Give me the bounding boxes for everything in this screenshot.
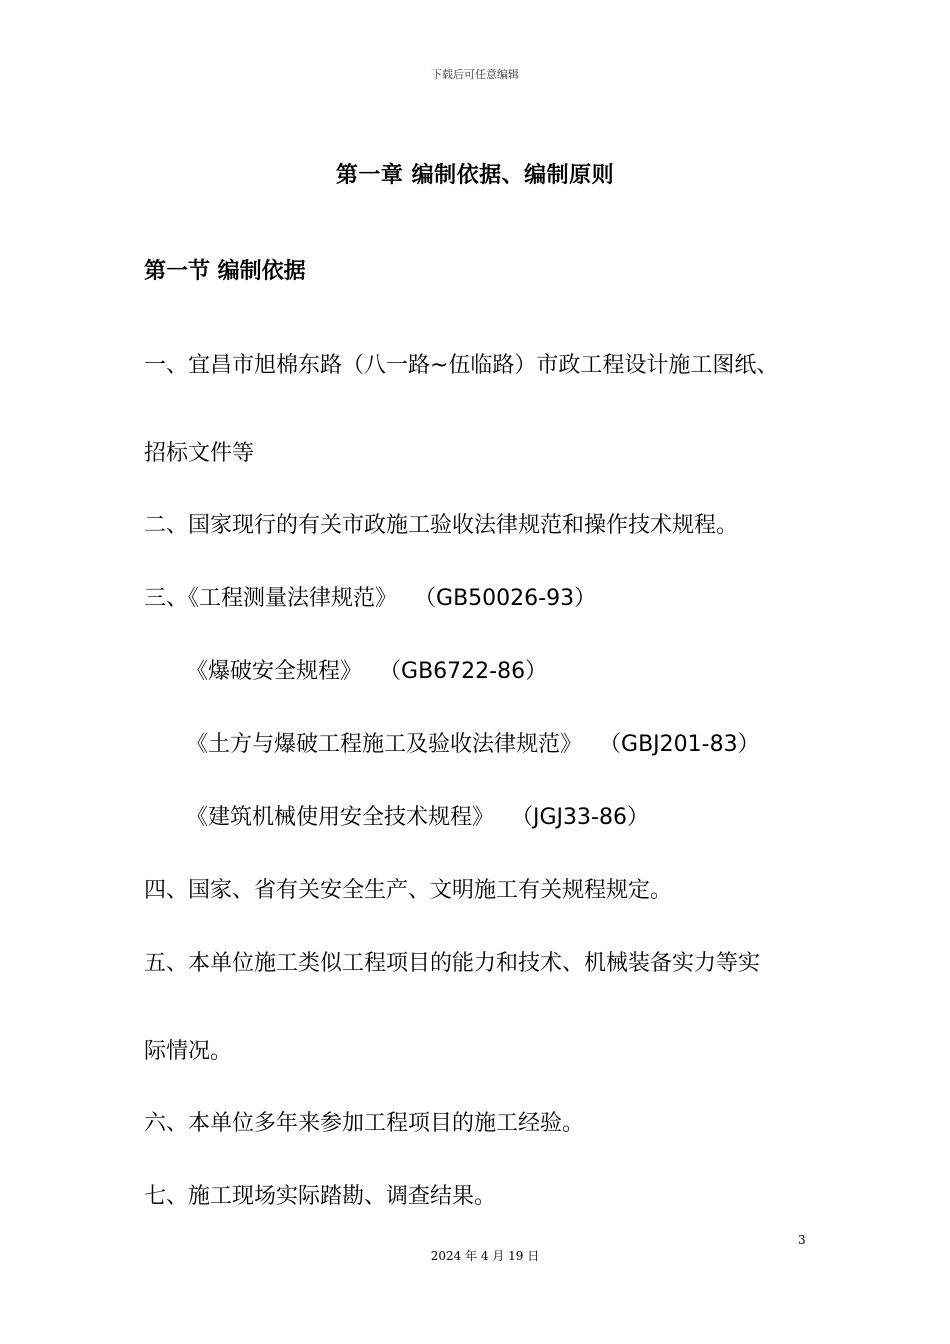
item-3c-title: 《土方与爆破工程施工及验收法律规范》	[186, 732, 583, 757]
item-5-line-1: 五、本单位施工类似工程项目的能力和技术、机械装备实力等实	[144, 951, 761, 976]
item-3d	[186, 800, 649, 831]
item-6: 六、本单位多年来参加工程项目的施工经验。	[144, 1111, 585, 1136]
item-3d-code: （JGJ33-86）	[522, 805, 649, 830]
footer-date: 2024 年 4 月 19 日	[430, 1249, 540, 1263]
chapter-title: 第一章 编制依据、编制原则	[335, 163, 615, 188]
item-3-title: 三、《工程测量法律规范》	[144, 586, 398, 611]
item-3b	[186, 654, 547, 685]
item-3c-code: （GBJ201-83）	[610, 732, 760, 757]
item-1-line-1: 一、宜昌市旭棉东路（八一路~伍临路）市政工程设计施工图纸、	[144, 353, 779, 378]
item-7: 七、施工现场实际踏勘、调查结果。	[144, 1184, 497, 1209]
item-3b-code: （GB6722-86）	[390, 659, 548, 684]
item-5-line-2: 际情况。	[144, 1039, 233, 1064]
page-number: 3	[798, 1233, 806, 1247]
item-3c	[186, 727, 760, 758]
item-2: 二、国家现行的有关市政施工验收法律规范和操作技术规程。	[144, 513, 739, 538]
item-1-line-2: 招标文件等	[144, 441, 255, 466]
section-title: 第一节 编制依据	[144, 259, 306, 284]
item-3b-title: 《爆破安全规程》	[186, 659, 363, 684]
item-3-code: （GB50026-93）	[425, 586, 597, 611]
item-4: 四、国家、省有关安全生产、文明施工有关规程规定。	[144, 878, 673, 903]
header-note: 下载后可任意编辑	[431, 68, 519, 81]
item-3	[144, 581, 596, 612]
item-3d-title: 《建筑机械使用安全技术规程》	[186, 805, 495, 830]
